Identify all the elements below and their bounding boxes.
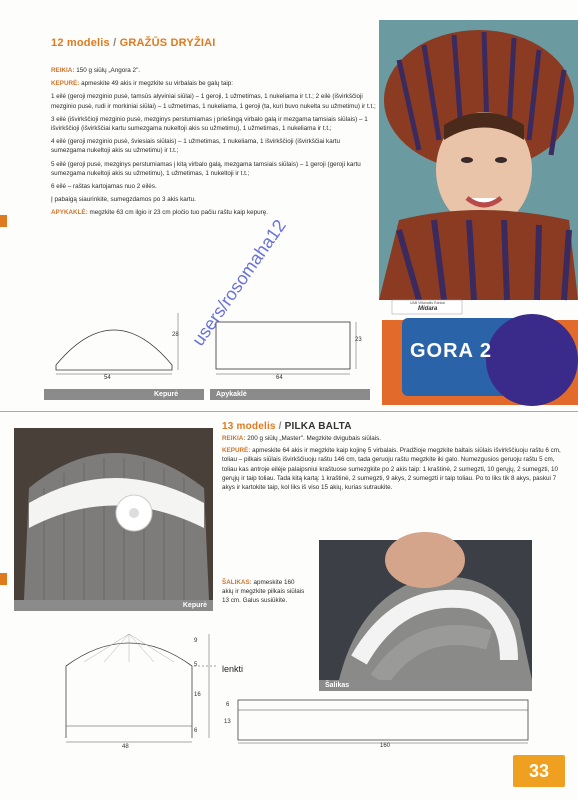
m13-scarf-d2: 13 [224, 719, 231, 725]
collar-caption-bar: Apykaklė [210, 389, 370, 400]
m13-scarf-width: 160 [380, 743, 391, 749]
model12-row: 1 eilė (geroji mezginio pusė, tamsūs alyviniai siūlai) – 1 geroji, 1 užmetimas, 1 nukeliama ir t.t.; 2 eilė (išvirkščioji mezginio pusė, rudi ir morkiniai siūlai) – 1 užmetimas, 1 nukeliama, 1 geroji (ta, kuri buvo nukelta su užmetimu) ir t.t.; [51, 93, 376, 110]
m13-hat-width: 48 [122, 744, 129, 750]
hat-height-label: 28 [172, 332, 179, 338]
yarn-product [382, 300, 578, 405]
yarn-ball-text: GORA 2 [410, 340, 492, 362]
model12-row: 6 eilė – raštas kartojamas nuo 2 eilės. [51, 183, 157, 191]
hat-width-label: 54 [104, 375, 111, 381]
model13-scarf-photo [319, 540, 532, 689]
model12-instructions: REIKIA: 150 g siūlų „Angora 2". KEPURĖ: apmeskite 49 akis ir megzkite su virbalais be galų taip: 1 eilė (geroji mezginio pusė, tamsūs alyviniai siūlai) – 1 geroji, 1 užmetimas, 1 nukeliama ir t.t.; 2 eilė (išvirkščioji mezginio pusė, rudi ir morkiniai siūlai) – 1 užmetimas, 1 nukeliama, 1 geroji (ta, kuri buvo nukelta su užmetimu) ir t.t.; 3 eilė (išvirkščioji mezginio pusė, mezginys perstumiamas į priešingą virbalo galą ir mezgama tamsiais siūlais) – 1 išvirkščioji (išvirkščiai kartu sumezgama nukeltoji akis su užmetimu), 1 užmetimas, 1 nukeliama ir t.t.; 4 eilė (geroji mezginio pusė, šviesiais siūlais) – 1 užmetimas, 1 nukeliama, 1 išvirkščioji (išvirkščiai kartu sumezgama nukeltoji akis su užmetimu) ir t.t.; 5 eilė (geroji pusė, mezginys perstumiamas į kitą virbalo galą, mezgama tamsiais siūlais) – 1 geroji (geroji kartu sumezgama nukeltoji akis su užmetimu), 1 užmetimas, 1 nukeltoji ir t.t.; 6 eilė – raštas kartojamas nuo 2 eilės. Į pabaigą siaurinkite, sumegzdamos po 3 akis kartu. APYKAKLĖ: megzkite 63 cm ilgio ir 23 cm pločio tuo pačiu raštu kaip kepurę. [51, 67, 376, 217]
watermark: users/rosomaha12 [188, 215, 290, 350]
model13-scarf-instructions: ŠALIKAS: apmeskite 160 akių ir megzkite pilkais siūlais 13 cm. Galus susiūkite. [222, 579, 305, 605]
model13-instructions: REIKIA: 200 g siūlų „Master". Megzkite dvigubais siūlais. KEPURĖ: apmeskite 64 akis ir megzkite kaip kojinę 5 virbalais. Pradžioje megzkite baltais siūlais išvirkščiuoju raštu 6 cm, toliau – pilkais siūlais išvirkščiuoju raštu 146 cm, tada geruoju raštu megzkite iki galo. Numezgusios geruoju raštu 5 cm, toliau kas antroje eilėje palaipsniui kraštuose sumezgkite po 2 akis taip: 1 kraštinė, 2 sumegzti, 10 gerųjų, 2 sumegzti, 10 gerųjų ir taip toliau. Tada kitą kartą: 1 kraštinė, 2 sumegzti, 9 akys, 2 sumegzti ir taip toliau. Po to liks tik 8 akys, paskui 7 akys ir kartokite taip, kol liks iš viso 15 akių, kurias sutraukite. [222, 435, 561, 492]
collar-width-label: 64 [276, 375, 283, 381]
m13-hat-d2: 5 [194, 662, 198, 668]
collar-height-label: 23 [355, 337, 362, 343]
model13-hat-photo [14, 428, 213, 609]
model12-row: 3 eilė (išvirkščioji mezginio pusė, mezginys perstumiamas į priešingą virbalo galą ir mezgama tamsiais siūlais) – 1 išvirkščioji (išvirkščiai kartu sumezgama nukeltoji akis su užmetimu), 1 užmetimas, 1 nukeliama ir t.t.; [51, 115, 368, 133]
model13-title: 13 modelis / PILKA BALTA [222, 421, 352, 432]
yarn-label-small: UAB Viltanaitis Rankai [410, 301, 445, 305]
model13-scarf-diagram [208, 695, 538, 755]
hat-caption-bar: Kepurė [44, 389, 204, 400]
model13-hat-caption-bar: Kepurė [14, 600, 213, 611]
yarn-label-brand: Midara [418, 306, 438, 312]
page-number: 33 [513, 755, 565, 787]
model12-row: 5 eilė (geroji pusė, mezginys perstumiamas į kitą virbalo galą, mezgama tamsiais siūlais) – 1 geroji (geroji kartu sumezgama nukeltoji akis su užmetimu), 1 užmetimas, 1 nukeltoji ir t.t.; [51, 160, 361, 177]
model12-collar-diagram [210, 305, 380, 400]
m13-hat-d4: 6 [194, 728, 198, 734]
page-edge-mark-bottom [0, 573, 7, 585]
page-edge-mark-top [0, 215, 7, 227]
model12-row: Į pabaigą siaurinkite, sumegzdamos po 3 akis kartu. [51, 196, 196, 204]
m13-hat-d1: 9 [194, 638, 198, 644]
model12-hat-diagram [44, 305, 204, 400]
model12-photo [379, 20, 578, 300]
model12-title: 12 modelis / GRAŽŪS DRYŽIAI [51, 37, 216, 49]
m13-hat-note: lenkti [222, 664, 244, 674]
m13-hat-d3: 16 [194, 692, 201, 698]
model13-scarf-caption-bar: Šalikas [319, 680, 532, 691]
model12-row: 4 eilė (geroji mezginio pusė, šviesiais siūlais) – 1 užmetimas, 1 nukeliama, 1 išvirkščioji (išvirkščiai kartu sumezgama nukeltoji akis su užmetimu) ir t.t.; [51, 138, 341, 155]
section-separator [0, 411, 578, 412]
m13-scarf-d1: 6 [226, 702, 230, 708]
